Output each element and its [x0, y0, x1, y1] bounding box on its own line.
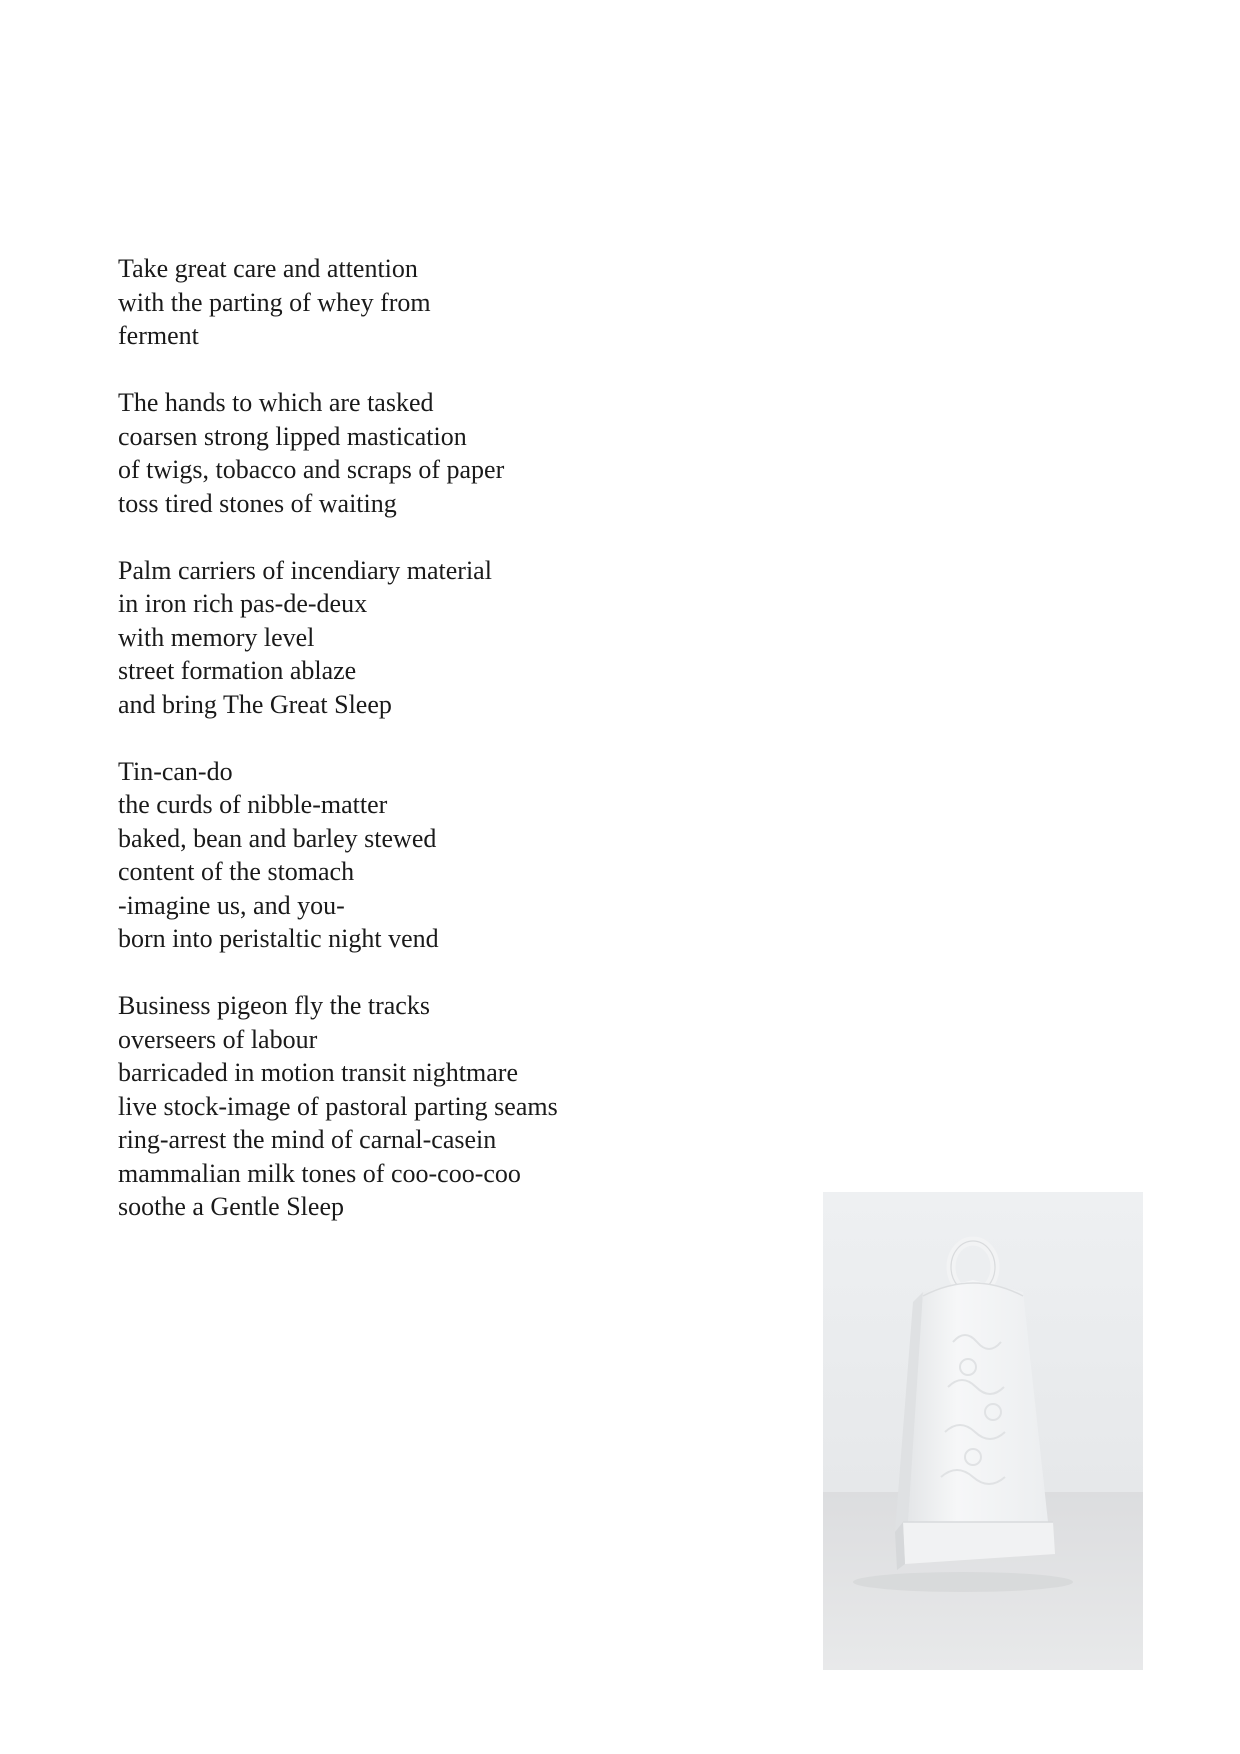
poem-line: street formation ablaze: [118, 656, 357, 685]
poem-line: The hands to which are tasked: [118, 388, 434, 417]
poem-line: Palm carriers of incendiary material: [118, 555, 492, 585]
poem-stanza: [118, 989, 718, 1224]
poem-line: soothe a Gentle Sleep: [118, 1192, 344, 1221]
poem-line: the curds of nibble-matter: [118, 790, 388, 819]
object-shadow: [853, 1572, 1073, 1592]
poem-line: barricaded in motion transit nightmare: [118, 1058, 518, 1087]
poem-line: content of the stomach: [118, 857, 355, 886]
poem-line: live stock-image of pastoral parting seams: [118, 1091, 558, 1121]
poem-line: ring-arrest the mind of carnal-casein: [118, 1125, 497, 1154]
poem-line: ferment: [118, 321, 199, 350]
poem-line: toss tired stones of waiting: [118, 488, 397, 518]
poem-line: Business pigeon fly the tracks: [118, 991, 430, 1020]
poem-stanza: [118, 554, 718, 722]
poem-line: in iron rich pas-de-deux: [118, 589, 368, 618]
poem-stanza: [118, 755, 718, 956]
poem-stanza: [118, 386, 718, 520]
poem-line: born into peristaltic night vend: [118, 924, 439, 953]
poem-line: overseers of labour: [118, 1024, 318, 1054]
sculpture-illustration: [823, 1192, 1143, 1670]
poem-line: Take great care and attention: [118, 254, 418, 283]
poem-line: coarsen strong lipped mastication: [118, 421, 467, 451]
poem-line: baked, bean and barley stewed: [118, 823, 437, 853]
poem-line: mammalian milk tones of coo-coo-coo: [118, 1158, 521, 1188]
poem-line: with the parting of whey from: [118, 287, 431, 317]
poem-stanza: [118, 252, 718, 353]
poem-line: with memory level: [118, 622, 315, 652]
poem-line: and bring The Great Sleep: [118, 689, 392, 719]
poem-line: -imagine us, and you-: [118, 890, 345, 920]
poem-line: of twigs, tobacco and scraps of paper: [118, 455, 505, 484]
poem: [118, 252, 718, 1224]
poem-line: Tin-can-do: [118, 756, 233, 786]
sculpture-photo: [823, 1192, 1143, 1670]
